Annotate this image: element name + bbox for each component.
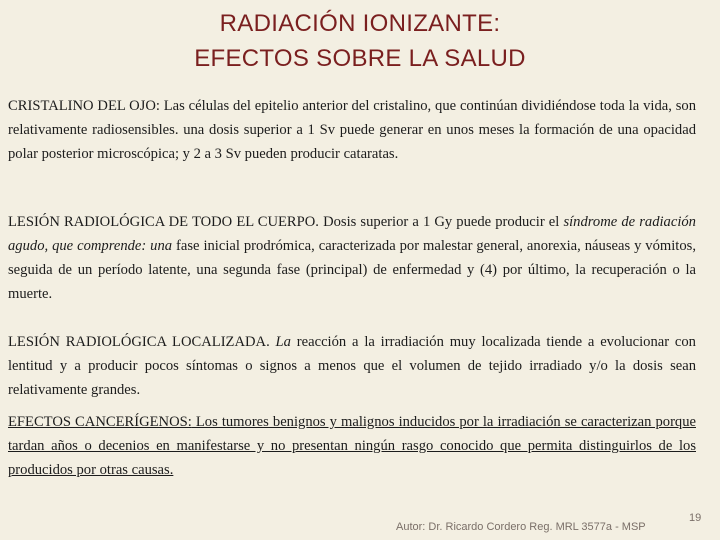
paragraph-lesion-localizada (8, 330, 696, 402)
paragraph-heading: EFECTOS CANCERÍGENOS: (8, 414, 192, 430)
paragraph-text: reacción a la irradiación muy localizada tiende a evolucionar con lentitud y a producir pocos síntomas o signos a menos que el volumen de tejido irradiado y/o la dosis sean relativamente grandes. (8, 334, 696, 398)
paragraph-heading: CRISTALINO DEL OJO: (8, 98, 160, 114)
page-number: 19 (689, 512, 702, 524)
paragraph-heading: LESIÓN RADIOLÓGICA LOCALIZADA. (8, 334, 270, 350)
paragraph-text: Dosis superior a 1 Gy puede producir el (318, 214, 564, 230)
paragraph-efectos-cancerigenos (8, 410, 696, 482)
title-line-1: RADIACIÓN IONIZANTE: (219, 10, 501, 37)
paragraph-lesion-cuerpo (8, 210, 696, 306)
title-line-2: EFECTOS SOBRE LA SALUD (194, 45, 526, 72)
paragraph-text: Los tumores benignos y malignos inducidos por la irradiación se caracterizan porque tardan años o decenios en manifestarse y no presentan ningún rasgo conocido que permita distinguirlos de los producidos por otras causas. (8, 414, 696, 478)
paragraph-heading: LESIÓN RADIOLÓGICA DE TODO EL CUERPO. (8, 214, 319, 230)
paragraph-text-italic: síndrome de radiación agudo, que comprende: una (8, 214, 696, 254)
paragraph-text: fase inicial prodrómica, caracterizada por malestar general, anorexia, náuseas y vómitos, seguida de un período latente, una segunda fase (principal) de enfermedad y (4) por último, la recuperación o la muerte. (8, 238, 696, 302)
paragraph-text: Las células del epitelio anterior del cristalino, que continúan dividiéndose toda la vida, son relativamente radiosensibles. una dosis superior a 1 Sv puede generar en unos meses la formación de una opacidad polar posterior microscópica; y 2 a 3 Sv pueden producir cataratas. (8, 98, 696, 162)
footer-author: Autor: Dr. Ricardo Cordero Reg. MRL 3577a - MSP (396, 521, 646, 533)
paragraph-text-italic: La (269, 334, 291, 350)
slide-title (0, 6, 720, 76)
paragraph-cristalino (8, 94, 696, 166)
